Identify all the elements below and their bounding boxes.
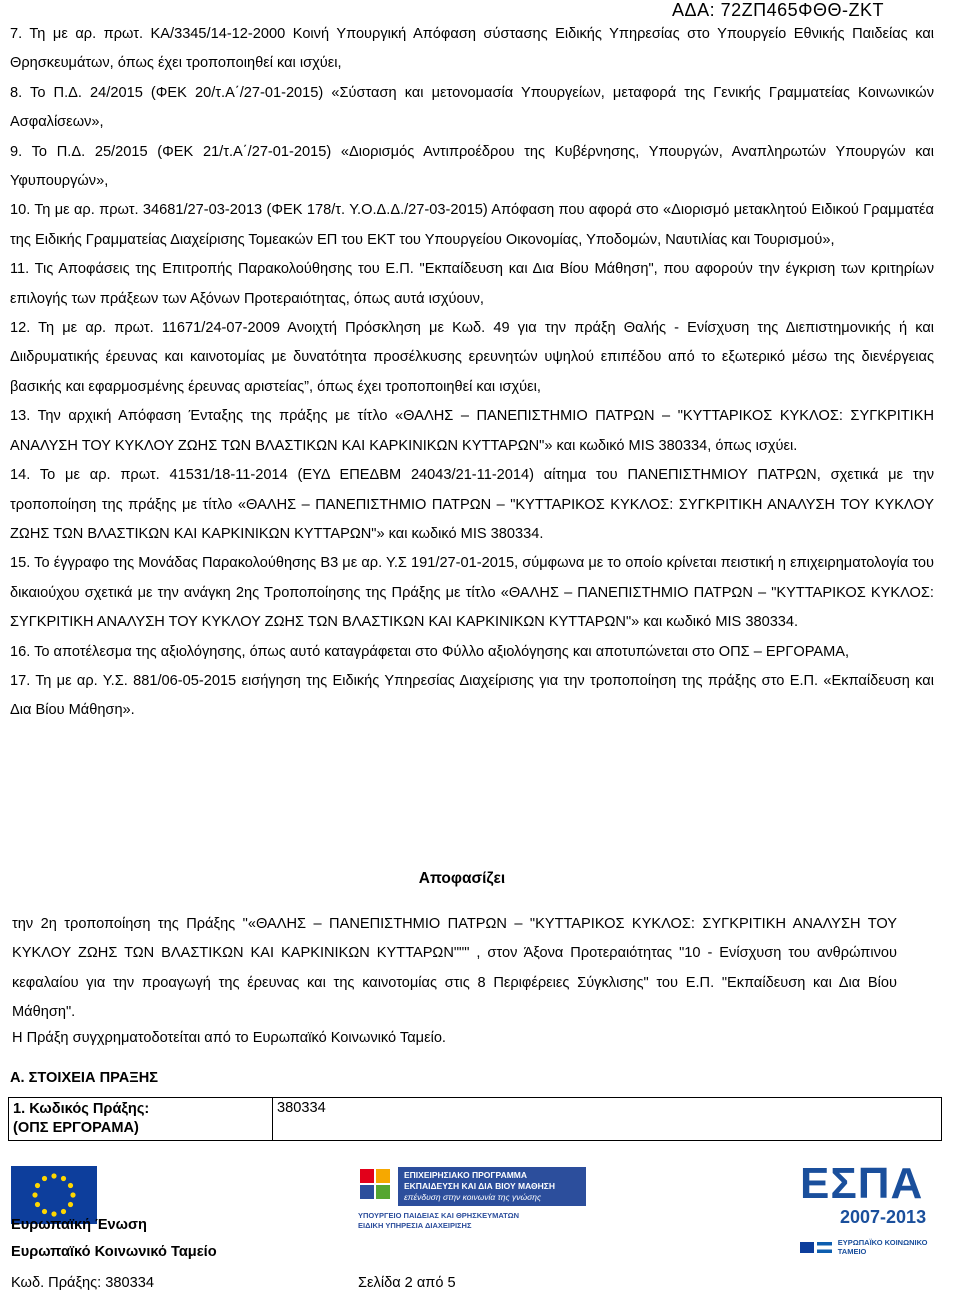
project-code-label: 1. Κωδικός Πράξης: (ΟΠΣ ΕΡΓΟΡΑΜΑ) <box>9 1098 273 1141</box>
footer-project-code: Κωδ. Πράξης: 380334 <box>11 1275 154 1291</box>
paragraph-7: 7. Τη με αρ. πρωτ. ΚΑ/3345/14-12-2000 Κοινή Υπουργική Απόφαση σύστασης Ειδικής Υπηρεσίας στο Υπουργείο Εθνικής Παιδείας και Θρησκευμάτων, όπως έχει τροποποιηθεί και ισχύει, <box>10 26 934 72</box>
esf-label: Ευρωπαϊκό Κοινωνικό Ταμείο <box>11 1244 217 1260</box>
funding-statement: Η Πράξη συγχρηματοδοτείται από το Ευρωπαϊκό Κοινωνικό Ταμείο. <box>12 1030 446 1046</box>
decision-heading: Αποφασίζει <box>418 870 506 887</box>
eu-star <box>68 1202 73 1207</box>
eu-star <box>51 1211 56 1216</box>
paragraph-10: 10. Τη με αρ. πρωτ. 34681/27-03-2013 (ΦΕΚ 178/τ. Υ.Ο.Δ.Δ./27-03-2015) Απόφαση που αφορά στο «Διορισμό μετακλητού Ειδικού Γραμματέα της Ειδικής Γραμματείας Διαχείρισης Τομεακών ΕΠ του ΕΚΤ του Υπουργείου Οικονομίας, Υποδομών, Ναυτιλίας και Τουρισμού», <box>10 202 934 248</box>
eu-star <box>68 1183 73 1188</box>
eu-star <box>35 1183 40 1188</box>
eu-star <box>70 1192 75 1197</box>
ada-number: ΑΔΑ: 72ΖΠ465ΦΘΘ-ΖΚΤ <box>672 0 884 20</box>
paragraph-11: 11. Τις Αποφάσεις της Επιτροπής Παρακολούθησης του Ε.Π. "Εκπαίδευση και Δια Βίου Μάθηση", που αφορούν την έγκριση των κριτηρίων επιλογής των πράξεων των Αξόνων Προτεραιότητας, όπως αυτά ισχύουν, <box>10 261 934 307</box>
paragraph-8: 8. Το Π.Δ. 24/2015 (ΦΕΚ 20/τ.Α΄/27-01-2015) «Σύσταση και μετονομασία Υπουργείων, μεταφορά της Γενικής Γραμματείας Κοινωνικών Ασφαλίσεων», <box>10 84 934 131</box>
eu-star <box>51 1173 56 1178</box>
eu-star <box>32 1192 37 1197</box>
eu-star <box>42 1209 47 1214</box>
paragraph-14: 14. Το με αρ. πρωτ. 41531/18-11-2014 (ΕΥΔ ΕΠΕΔΒΜ 24043/21-11-2014) αίτημα του ΠΑΝΕΠΙΣΤΗΜΙΟΥ ΠΑΤΡΩΝ, σχετικά με την τροποποίηση της πράξης με τίτλο «ΘΑΛΗΣ – ΠΑΝΕΠΙΣΤΗΜΙΟ ΠΑΤΡΩΝ – "ΚΥΤΤΑΡΙΚΟΣ ΚΥΚΛΟΣ: ΣΥΓΚΡΙΤΙΚΗ ΑΝΑΛΥΣΗ ΤΟΥ ΚΥΚΛΟΥ ΖΩΗΣ ΤΩΝ ΒΛΑΣΤΙΚΩΝ ΚΑΙ ΚΑΡΚΙΝΙΚΩΝ ΚΥΤΤΑΡΩΝ"» και κωδικό MIS 380334. <box>10 467 934 542</box>
paragraph-16: 16. Το αποτέλεσμα της αξιολόγησης, όπως αυτό καταγράφεται στο Φύλλο αξιολόγησης και αποτυπώνεται στο ΟΠΣ – ΕΡΓΟΡΑΜΑ, <box>10 643 850 660</box>
eu-star <box>35 1202 40 1207</box>
espa-years: 2007-2013 <box>840 1207 927 1227</box>
espa-fund-label: ΕΥΡΩΠΑΪΚΟ ΚΟΙΝΩΝΙΚΟ ΤΑΜΕΙΟ <box>800 1238 946 1256</box>
eu-flag-icon <box>11 1166 97 1224</box>
document-body <box>10 20 934 726</box>
paragraph-13: 13. Την αρχική Απόφαση Ένταξης της πράξης με τίτλο «ΘΑΛΗΣ – ΠΑΝΕΠΙΣΤΗΜΙΟ ΠΑΤΡΩΝ – "ΚΥΤΤΑΡΙΚΟΣ ΚΥΚΛΟΣ: ΣΥΓΚΡΙΤΙΚΗ ΑΝΑΛΥΣΗ ΤΟΥ ΚΥΚΛΟΥ ΖΩΗΣ ΤΩΝ ΒΛΑΣΤΙΚΩΝ ΚΑΙ ΚΑΡΚΙΝΙΚΩΝ ΚΥΤΤΑΡΩΝ"» και κωδικό MIS 380334, όπως ισχύει. <box>10 408 934 454</box>
section-title: Α. ΣΤΟΙΧΕΙΑ ΠΡΑΞΗΣ <box>10 1070 158 1086</box>
eu-mini-flag-icon <box>800 1242 814 1253</box>
espa-wordmark: ΕΣΠΑ <box>800 1159 924 1208</box>
greek-flag-icon <box>817 1242 831 1253</box>
project-code-value: 380334 <box>273 1098 942 1141</box>
education-programme-logo <box>358 1167 588 1231</box>
decision-text: την 2η τροποποίηση της Πράξης "«ΘΑΛΗΣ – ΠΑΝΕΠΙΣΤΗΜΙΟ ΠΑΤΡΩΝ – "ΚΥΤΤΑΡΙΚΟΣ ΚΥΚΛΟΣ: ΣΥΓΚΡΙΤΙΚΗ ΑΝΑΛΥΣΗ ΤΟΥ ΚΥΚΛΟΥ ΖΩΗΣ ΤΩΝ ΒΛΑΣΤΙΚΩΝ ΚΑΙ ΚΑΡΚΙΝΙΚΩΝ ΚΥΤΤΑΡΩΝ""" , στον Άξονα Προτεραιότητας "10 - Ενίσχυση του ανθρώπινου κεφαλαίου για την προαγωγή της έρευνας και της καινοτομίας στις 8 Περιφέρειες Σύγκλισης" του Ε.Π. "Εκπαίδευση και Δια Βίου Μάθηση". <box>12 916 897 1021</box>
programme-title-box: ΕΠΙΧΕΙΡΗΣΙΑΚΟ ΠΡΟΓΡΑΜΜΑ ΕΚΠΑΙΔΕΥΣΗ ΚΑΙ ΔΙΑ ΒΙΟΥ ΜΑΘΗΣΗ επένδυση στην κοινωνία της γνώσης <box>398 1167 586 1206</box>
eu-star <box>61 1176 66 1181</box>
project-info-table <box>8 1097 942 1141</box>
eu-star <box>61 1209 66 1214</box>
paragraph-12: 12. Τη με αρ. πρωτ. 11671/24-07-2009 Ανοιχτή Πρόσκληση με Κωδ. 49 για την πράξη Θαλής - Ενίσχυση της Διεπιστημονικής ή και Διιδρυματικής έρευνας και καινοτομίας με δυνατότητα προσέλκυσης ερευνητών υψηλού επιπέδου από το εξωτερικό μέσω της διενέργειας βασικής και εφαρμοσμένης έρευνας αριστείας”, όπως έχει τροποποιηθεί και ισχύει, <box>10 320 934 395</box>
paragraph-9: 9. Το Π.Δ. 25/2015 (ΦΕΚ 21/τ.Α΄/27-01-2015) «Διορισμός Αντιπροέδρου της Κυβέρνησης, Υπουργών, Αναπληρωτών Υπουργών και Υφυπουργών», <box>10 143 934 190</box>
eu-star <box>42 1176 47 1181</box>
programme-emblem-icon <box>358 1167 392 1201</box>
paragraph-15: 15. Το έγγραφο της Μονάδας Παρακολούθησης Β3 με αρ. Υ.Σ 191/27-01-2015, σύμφωνα με το οποίο κρίνεται πειστική η επιχειρηματολογία του δικαιούχου σχετικά με την ανάγκη 2ης Τροποποίησης της Πράξης με τίτλο «ΘΑΛΗΣ – ΠΑΝΕΠΙΣΤΗΜΙΟ ΠΑΤΡΩΝ – "ΚΥΤΤΑΡΙΚΟΣ ΚΥΚΛΟΣ: ΣΥΓΚΡΙΤΙΚΗ ΑΝΑΛΥΣΗ ΤΟΥ ΚΥΚΛΟΥ ΖΩΗΣ ΤΩΝ ΒΛΑΣΤΙΚΩΝ ΚΑΙ ΚΑΡΚΙΝΙΚΩΝ ΚΥΤΤΑΡΩΝ"» και κωδικό MIS 380334. <box>10 555 934 631</box>
table-row <box>9 1098 942 1141</box>
paragraph-17: 17. Τη με αρ. Υ.Σ. 881/06-05-2015 εισήγηση της Ειδικής Υπηρεσίας Διαχείρισης για την τροποποίηση της πράξης στο Ε.Π. «Εκπαίδευση και Δια Βίου Μάθηση». <box>10 672 934 719</box>
eu-label: Ευρωπαϊκή Ένωση <box>11 1217 147 1233</box>
ministry-label: ΥΠΟΥΡΓΕΙΟ ΠΑΙΔΕΙΑΣ ΚΑΙ ΘΡΗΣΚΕΥΜΑΤΩΝ ΕΙΔΙΚΗ ΥΠΗΡΕΣΙΑ ΔΙΑΧΕΙΡΙΣΗΣ <box>358 1211 520 1230</box>
page-number: Σελίδα 2 από 5 <box>358 1275 456 1291</box>
espa-logo <box>800 1159 946 1258</box>
page-footer <box>0 1160 960 1295</box>
